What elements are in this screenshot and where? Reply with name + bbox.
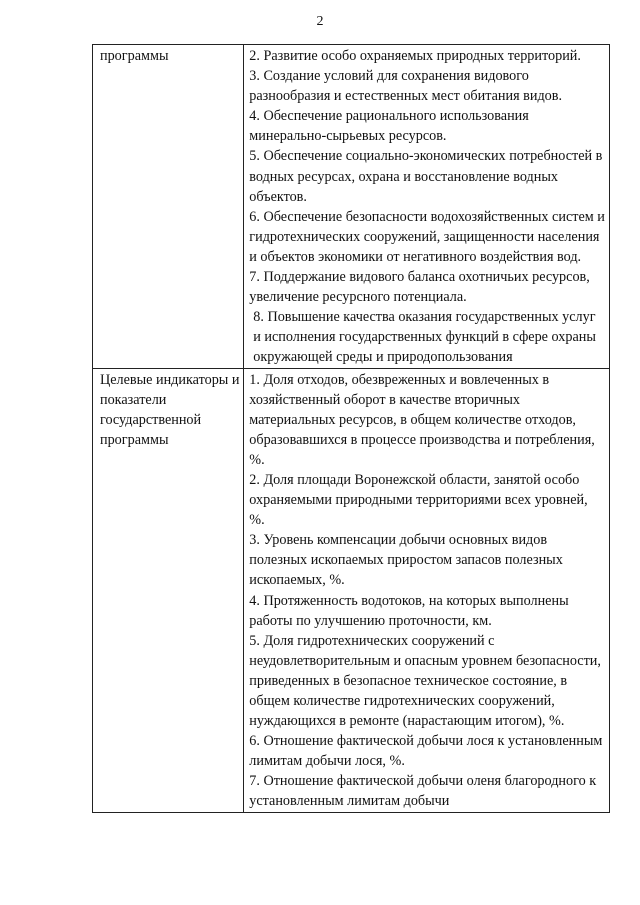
list-item: 4. Протяженность водотоков, на которых выполнены работы по улучшению проточности, км. [249, 592, 569, 629]
list-item: 2. Развитие особо охраняемых природных территорий. [249, 48, 581, 64]
list-item: 6. Обеспечение безопасности водохозяйственных систем и гидротехнических сооружений, защищенности населения и объектов экономики от негативного воздействия вод. [249, 208, 605, 265]
list-item: 4. Обеспечение рационального использования минерально-сырьевых ресурсов. [249, 108, 529, 145]
list-item: 5. Обеспечение социально-экономических потребностей в водных ресурсах, охрана и восстановление водных объектов. [249, 148, 603, 205]
table-row [93, 45, 610, 369]
list-item: 2. Доля площади Воронежской области, занятой особо охраняемыми природными территориями всех уровней, %. [249, 471, 588, 529]
list-item: 5. Доля гидротехнических сооружений с неудовлетворительным и опасным уровнем безопасности, приведенных в безопасное техническое состояние, в общем количестве гидротехнических сооружений, нуждающихся в ремонте (нарастающим итогом), %. [249, 632, 601, 730]
program-passport-table [92, 44, 610, 813]
row-label: Целевые индикаторы и показатели государственной программы [100, 371, 240, 448]
row-content-cell [244, 45, 610, 369]
row-label: программы [100, 48, 169, 64]
list-item: 8. Повышение качества оказания государственных услуг и исполнения государственных функций в сфере охраны окружающей среды и природопользования [253, 309, 596, 366]
list-item: 7. Отношение фактической добычи оленя благородного к установленным лимитам добычи [249, 773, 597, 810]
list-item: 3. Создание условий для сохранения видового разнообразия и естественных мест обитания видов. [249, 68, 562, 105]
row-label-cell [93, 45, 244, 369]
list-item: 7. Поддержание видового баланса охотничьих ресурсов, увеличение ресурсного потенциала. [249, 269, 590, 306]
page-number: 2 [316, 14, 324, 29]
list-item: 6. Отношение фактической добычи лося к установленным лимитам добычи лося, %. [249, 733, 603, 770]
row-label-cell [93, 368, 244, 812]
table-row [93, 368, 610, 812]
list-item: 3. Уровень компенсации добычи основных видов полезных ископаемых приростом запасов полезных ископаемых, %. [249, 532, 563, 589]
row-content-cell [244, 368, 610, 812]
list-item: 1. Доля отходов, обезвреженных и вовлеченных в хозяйственный оборот в качестве вторичных материальных ресурсов, в общем количестве отходов, образовавшихся в процессе производства и потребления, %. [249, 371, 595, 468]
